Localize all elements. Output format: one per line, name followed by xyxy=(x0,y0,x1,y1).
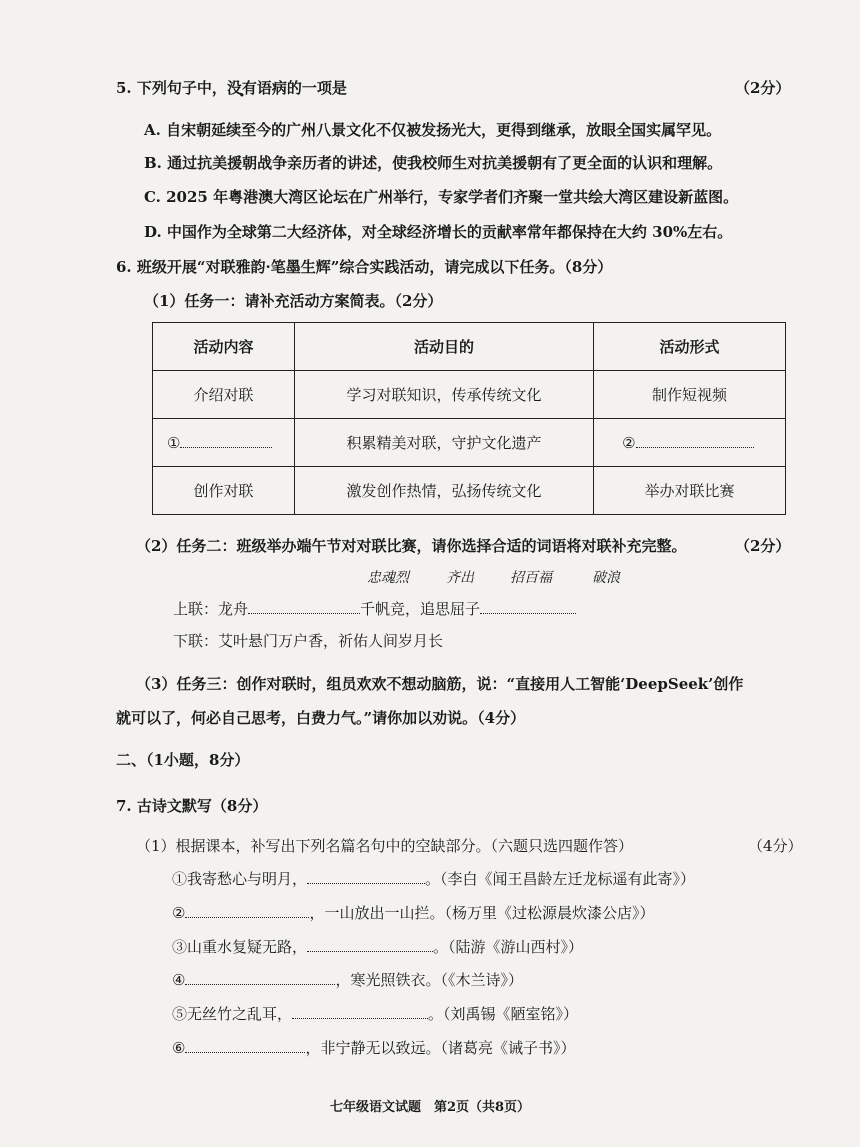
q5-score: （2分） xyxy=(735,79,791,97)
q7-sub1: （1）根据课本，补写出下列名篇名句中的空缺部分。（六题只选四题作答） xyxy=(136,837,634,855)
recite-item-1: ①我寄愁心与明月， 。（李白《闻王昌龄左迁龙标遥有此寄》） xyxy=(172,870,696,888)
word-choice-2: 齐出 xyxy=(446,570,474,586)
q6-task1: （1）任务一：请补充活动方案简表。（2分） xyxy=(144,292,443,310)
q6-task2-score: （2分） xyxy=(735,537,791,555)
answer-blank-2[interactable]: ② xyxy=(594,419,786,467)
q6-task3-line2: 就可以了，何必自己思考，白费力气。”请你加以劝说。（4分） xyxy=(116,709,526,727)
table-cell: 举办对联比赛 xyxy=(594,467,786,515)
word-choice-1: 忠魂烈 xyxy=(367,570,409,586)
recite-item-4: ④ ，寒光照铁衣。（《木兰诗》） xyxy=(172,971,523,989)
couplet-upper: 上联：龙舟 千帆竞，追思屈子 xyxy=(173,599,576,619)
recite-item-3: ③山重水复疑无路， 。（陆游《游山西村》） xyxy=(172,938,584,956)
table-header: 活动形式 xyxy=(594,323,786,371)
q6-task2: （2）任务二：班级举办端午节对对联比赛，请你选择合适的词语将对联补充完整。 xyxy=(136,537,687,555)
table-header-row xyxy=(153,323,786,371)
q5-stem: 5. 下列句子中，没有语病的一项是 xyxy=(116,79,347,97)
q6-task3-line1: （3）任务三：创作对联时，组员欢欢不想动脑筋，说：“直接用人工智能‘DeepSeek’创作 xyxy=(136,675,744,693)
table-cell: 制作短视频 xyxy=(594,371,786,419)
recite-blank-5[interactable] xyxy=(292,1004,428,1019)
table-cell: 介绍对联 xyxy=(153,371,295,419)
q6-stem: 6. 班级开展“对联雅韵·笔墨生辉”综合实践活动，请完成以下任务。（8分） xyxy=(116,258,613,276)
upper-blank-2[interactable] xyxy=(480,599,576,614)
table-cell: 积累精美对联，守护文化遗产 xyxy=(294,419,593,467)
recite-blank-1[interactable] xyxy=(307,869,425,884)
table-header: 活动内容 xyxy=(153,323,295,371)
q5-emphasis: 没有 xyxy=(226,79,257,97)
table-row xyxy=(153,467,786,515)
recite-blank-6[interactable] xyxy=(185,1038,305,1053)
activity-plan-table xyxy=(152,322,786,515)
q5-option-c: C. 2025 年粤港澳大湾区论坛在广州举行，专家学者们齐聚一堂共绘大湾区建设新蓝图。 xyxy=(144,188,739,206)
recite-blank-4[interactable] xyxy=(185,970,335,985)
q5-option-d: D. 中国作为全球第二大经济体，对全球经济增长的贡献率常年都保持在大约 30%左右。 xyxy=(144,223,733,241)
q5-option-a: A. 自宋朝延续至今的广州八景文化不仅被发扬光大，更得到继承，放眼全国实属罕见。 xyxy=(144,121,722,139)
page-footer: 七年级语文试题 第2页（共8页） xyxy=(329,1100,531,1115)
recite-item-2: ② ，一山放出一山拦。（杨万里《过松源晨炊漆公店》） xyxy=(172,904,655,922)
section-2-heading: 二、（1小题，8分） xyxy=(116,751,250,769)
recite-blank-2[interactable] xyxy=(185,903,309,918)
word-choice-4: 破浪 xyxy=(592,570,620,586)
table-header: 活动目的 xyxy=(294,323,593,371)
upper-blank-1[interactable] xyxy=(248,599,360,614)
table-cell: 创作对联 xyxy=(153,467,295,515)
table-cell: 激发创作热情，弘扬传统文化 xyxy=(294,467,593,515)
recite-item-5: ⑤无丝竹之乱耳， 。（刘禹锡《陋室铭》） xyxy=(172,1005,579,1023)
table-row xyxy=(153,419,786,467)
word-choice-3: 招百福 xyxy=(510,570,552,586)
recite-blank-3[interactable] xyxy=(307,937,433,952)
q7-sub1-score: （4分） xyxy=(748,837,803,855)
recite-item-6: ⑥ ，非宁静无以致远。（诸葛亮《诫子书》） xyxy=(172,1039,576,1057)
table-row xyxy=(153,371,786,419)
q5-option-b: B. 通过抗美援朝战争亲历者的讲述，使我校师生对抗美援朝有了更全面的认识和理解。 xyxy=(144,154,723,172)
table-cell: 学习对联知识，传承传统文化 xyxy=(294,371,593,419)
couplet-lower: 下联：艾叶悬门万户香，祈佑人间岁月长 xyxy=(173,632,444,650)
q7-stem: 7. 古诗文默写（8分） xyxy=(116,797,268,815)
answer-blank-1[interactable]: ① xyxy=(153,419,295,467)
